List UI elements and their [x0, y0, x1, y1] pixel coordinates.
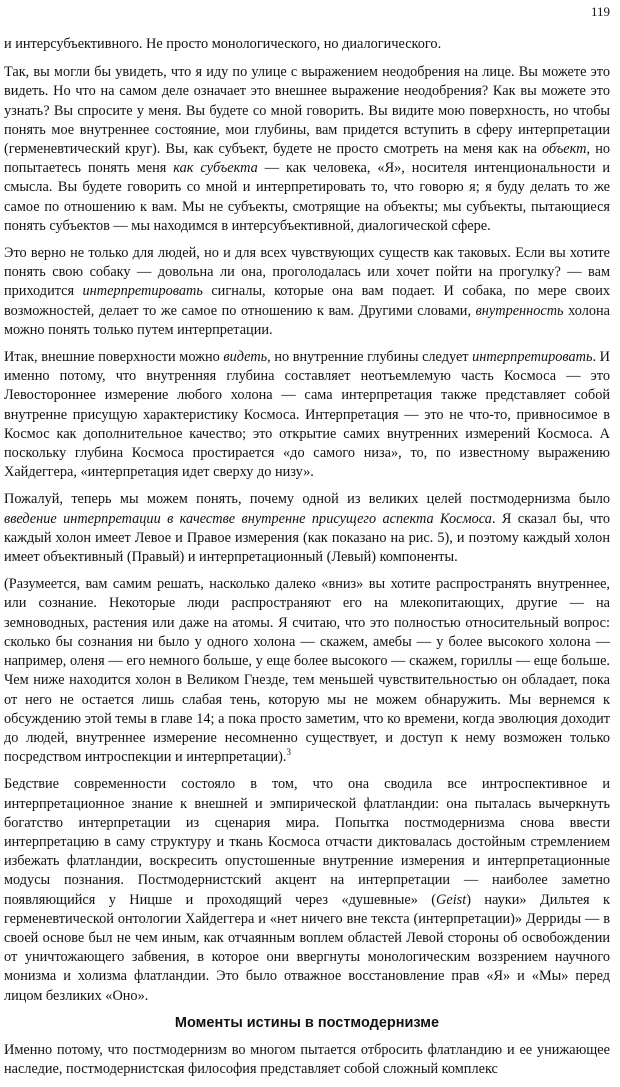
paragraph-6-text-b: ) науки» Дильтея к герменевтической онтологии Хайдеггера и «нет ничего вне текста (интерпретации)» Дерриды — в своей основе был не чем иным, как отчаянным воплем областей Левой стороны об освобождении от уничтожающего забвения, в которое они ввергнуты монологическим воззрением научного монизма и холизма флатландии. Это было отважное восстановление прав «Я» и «Мы» перед лицом безликих «Оно».: [4, 891, 610, 1004]
body-text: [4, 35, 610, 1087]
paragraph-6-emphasis-1: Geist: [436, 891, 467, 908]
paragraph-1-emphasis-2: как субъекта: [173, 160, 258, 177]
paragraph-3-emphasis-2: интерпретировать: [472, 349, 593, 366]
paragraph-2: [4, 244, 610, 340]
paragraph-1-text-c: — как человека, «Я», носителя интенциональности и смысла. Вы будете говорить со мной и интерпретировать то, что говорю я; я буду делать то же самое по отношению к вам. Мы не субъекты, смотрящие на объекты; мы субъекты, пытающиеся понять субъектов — мы находимся в интерсубъективной, диалогической сфере.: [4, 160, 611, 234]
paragraph-7: Именно потому, что постмодернизм во многом пытается отбросить флатландию и ее унижающее наследие, постмодернистская философия представляет собой сложный комплекс: [4, 1041, 610, 1077]
paragraph-2-text-c: холона можно понять только путем интерпретации.: [4, 302, 610, 338]
page-number: 119: [590, 4, 610, 19]
paragraph-5: [4, 575, 610, 767]
paragraph-3-text-c: . И именно потому, что внутренняя глубина составляет неотъемлемую часть Космоса — это Левостороннее измерение любого холона — сама интерпретация также представляет собой внутренне присущую характеристику Космоса. Интерпретация — это не что-то, привносимое в Космос как дополнительное качество; это открытие самих внутренних измерений Космоса. А поскольку глубина Космоса простирается «до самого низа», то, по известному выражению Хайдеггера, «интерпретация идет сверху до низу».: [4, 349, 610, 481]
paragraph-2-emphasis-1: интерпретировать: [82, 283, 203, 300]
paragraph-2-text-a: Это верно не только для людей, но и для всех чувствующих существ как таковых. Если вы хотите понять свою собаку — довольна ли она, проголодалась или хочет пойти на прогулку? — вам приходится: [4, 245, 610, 300]
paragraph-4: [4, 490, 610, 567]
section-heading: Моменты истины в постмодернизме: [174, 1014, 440, 1031]
paragraph-3-text-b: , но внутренние глубины следует: [267, 349, 473, 366]
paragraph-3-text-a: Итак, внешние поверхности можно: [4, 349, 224, 366]
paragraph-2-emphasis-2: внутренность: [475, 302, 564, 319]
paragraph-6-text-a: Бедствие современности состояло в том, что она сводила все интроспективное и интерпретационное знание к внешней и эмпирической флатландии: она пыталась вычеркнуть богатство интерпретации из сценария мира. Попытка постмодернизма снова ввести интерпретацию в саму структуру и ткань Космоса отчасти диктовалась достойным стремлением избежать флатландии, воскресить опустошенные внутренние измерения и интерпретационные модусы познания. Постмодернистский акцент на интерпретации — наиболее заметно появляющийся у Ницше и проходящий через «душевные» (: [4, 776, 610, 908]
paragraph-3: [4, 348, 610, 482]
paragraph-4-emphasis-1: введение интерпретации в качестве внутренне присущего аспекта Космоса: [4, 510, 492, 527]
footnote-marker: 3: [286, 747, 291, 758]
paragraph-6: [4, 775, 610, 1005]
paragraph-0: и интерсубъективного. Не просто монологического, но диалогического.: [4, 36, 442, 52]
paragraph-1: [4, 63, 610, 236]
paragraph-1-text-b: , но попытаетесь понять меня: [4, 141, 610, 177]
paragraph-1-text-a: Так, вы могли бы увидеть, что я иду по улице с выражением неодобрения на лице. Вы можете это видеть. Но что на самом деле означает это внешнее выражение неодобрения? Как вы можете это узнать? Вы спросите у меня. Вы будете со мной говорить. Вы видите мою поверхность, но чтобы понять мое внутреннее состояние, мои глубины, вам придется вступить в сферу интерпретации (герменевтический круг). Вы, как субъект, будете не просто смотреть на меня как на: [4, 64, 610, 158]
paragraph-4-text-a: Пожалуй, теперь мы можем понять, почему одной из великих целей постмодернизма было: [4, 491, 610, 508]
paragraph-1-emphasis-1: объект: [542, 141, 587, 158]
paragraph-4-text-b: . Я сказал бы, что каждый холон имеет Левое и Правое измерения (как показано на рис. 5), и поэтому каждый холон имеет объективный (Правый) и интерпретационный (Левый) компоненты.: [4, 510, 610, 566]
paragraph-5-text: (Разумеется, вам самим решать, насколько далеко «вниз» вы хотите распространять внутреннее, или сознание. Некоторые люди распространяют его на млекопитающих, другие — на земноводных, растения или даже на атомы. Я считаю, что это полностью относительный вопрос: сколько бы сознания ни было у одного холона — скажем, амебы — у более высокого холона — например, оленя — его немного больше, у еще более высокого — скажем, гориллы — еще больше. Чем ниже находится холон в Великом Гнезде, тем меньшей чувствительностью он обладает, пока от него не остается лишь слабая тень, которую мы не можем обнаружить. Мы вернемся к обсуждению этой темы в главе 14; а пока просто заметим, что ко времени, когда эволюция доходит до людей, внутреннее измерение несомненно существует, и доступ к нему возможен только посредством интроспекции и интерпретации).: [4, 576, 610, 766]
paragraph-2-text-b: сигналы, которые она вам подает. И собака, по мере своих возможностей, делает то же самое по отношению к вам. Другими словами,: [4, 283, 611, 319]
paragraph-3-emphasis-1: видеть: [223, 349, 268, 366]
